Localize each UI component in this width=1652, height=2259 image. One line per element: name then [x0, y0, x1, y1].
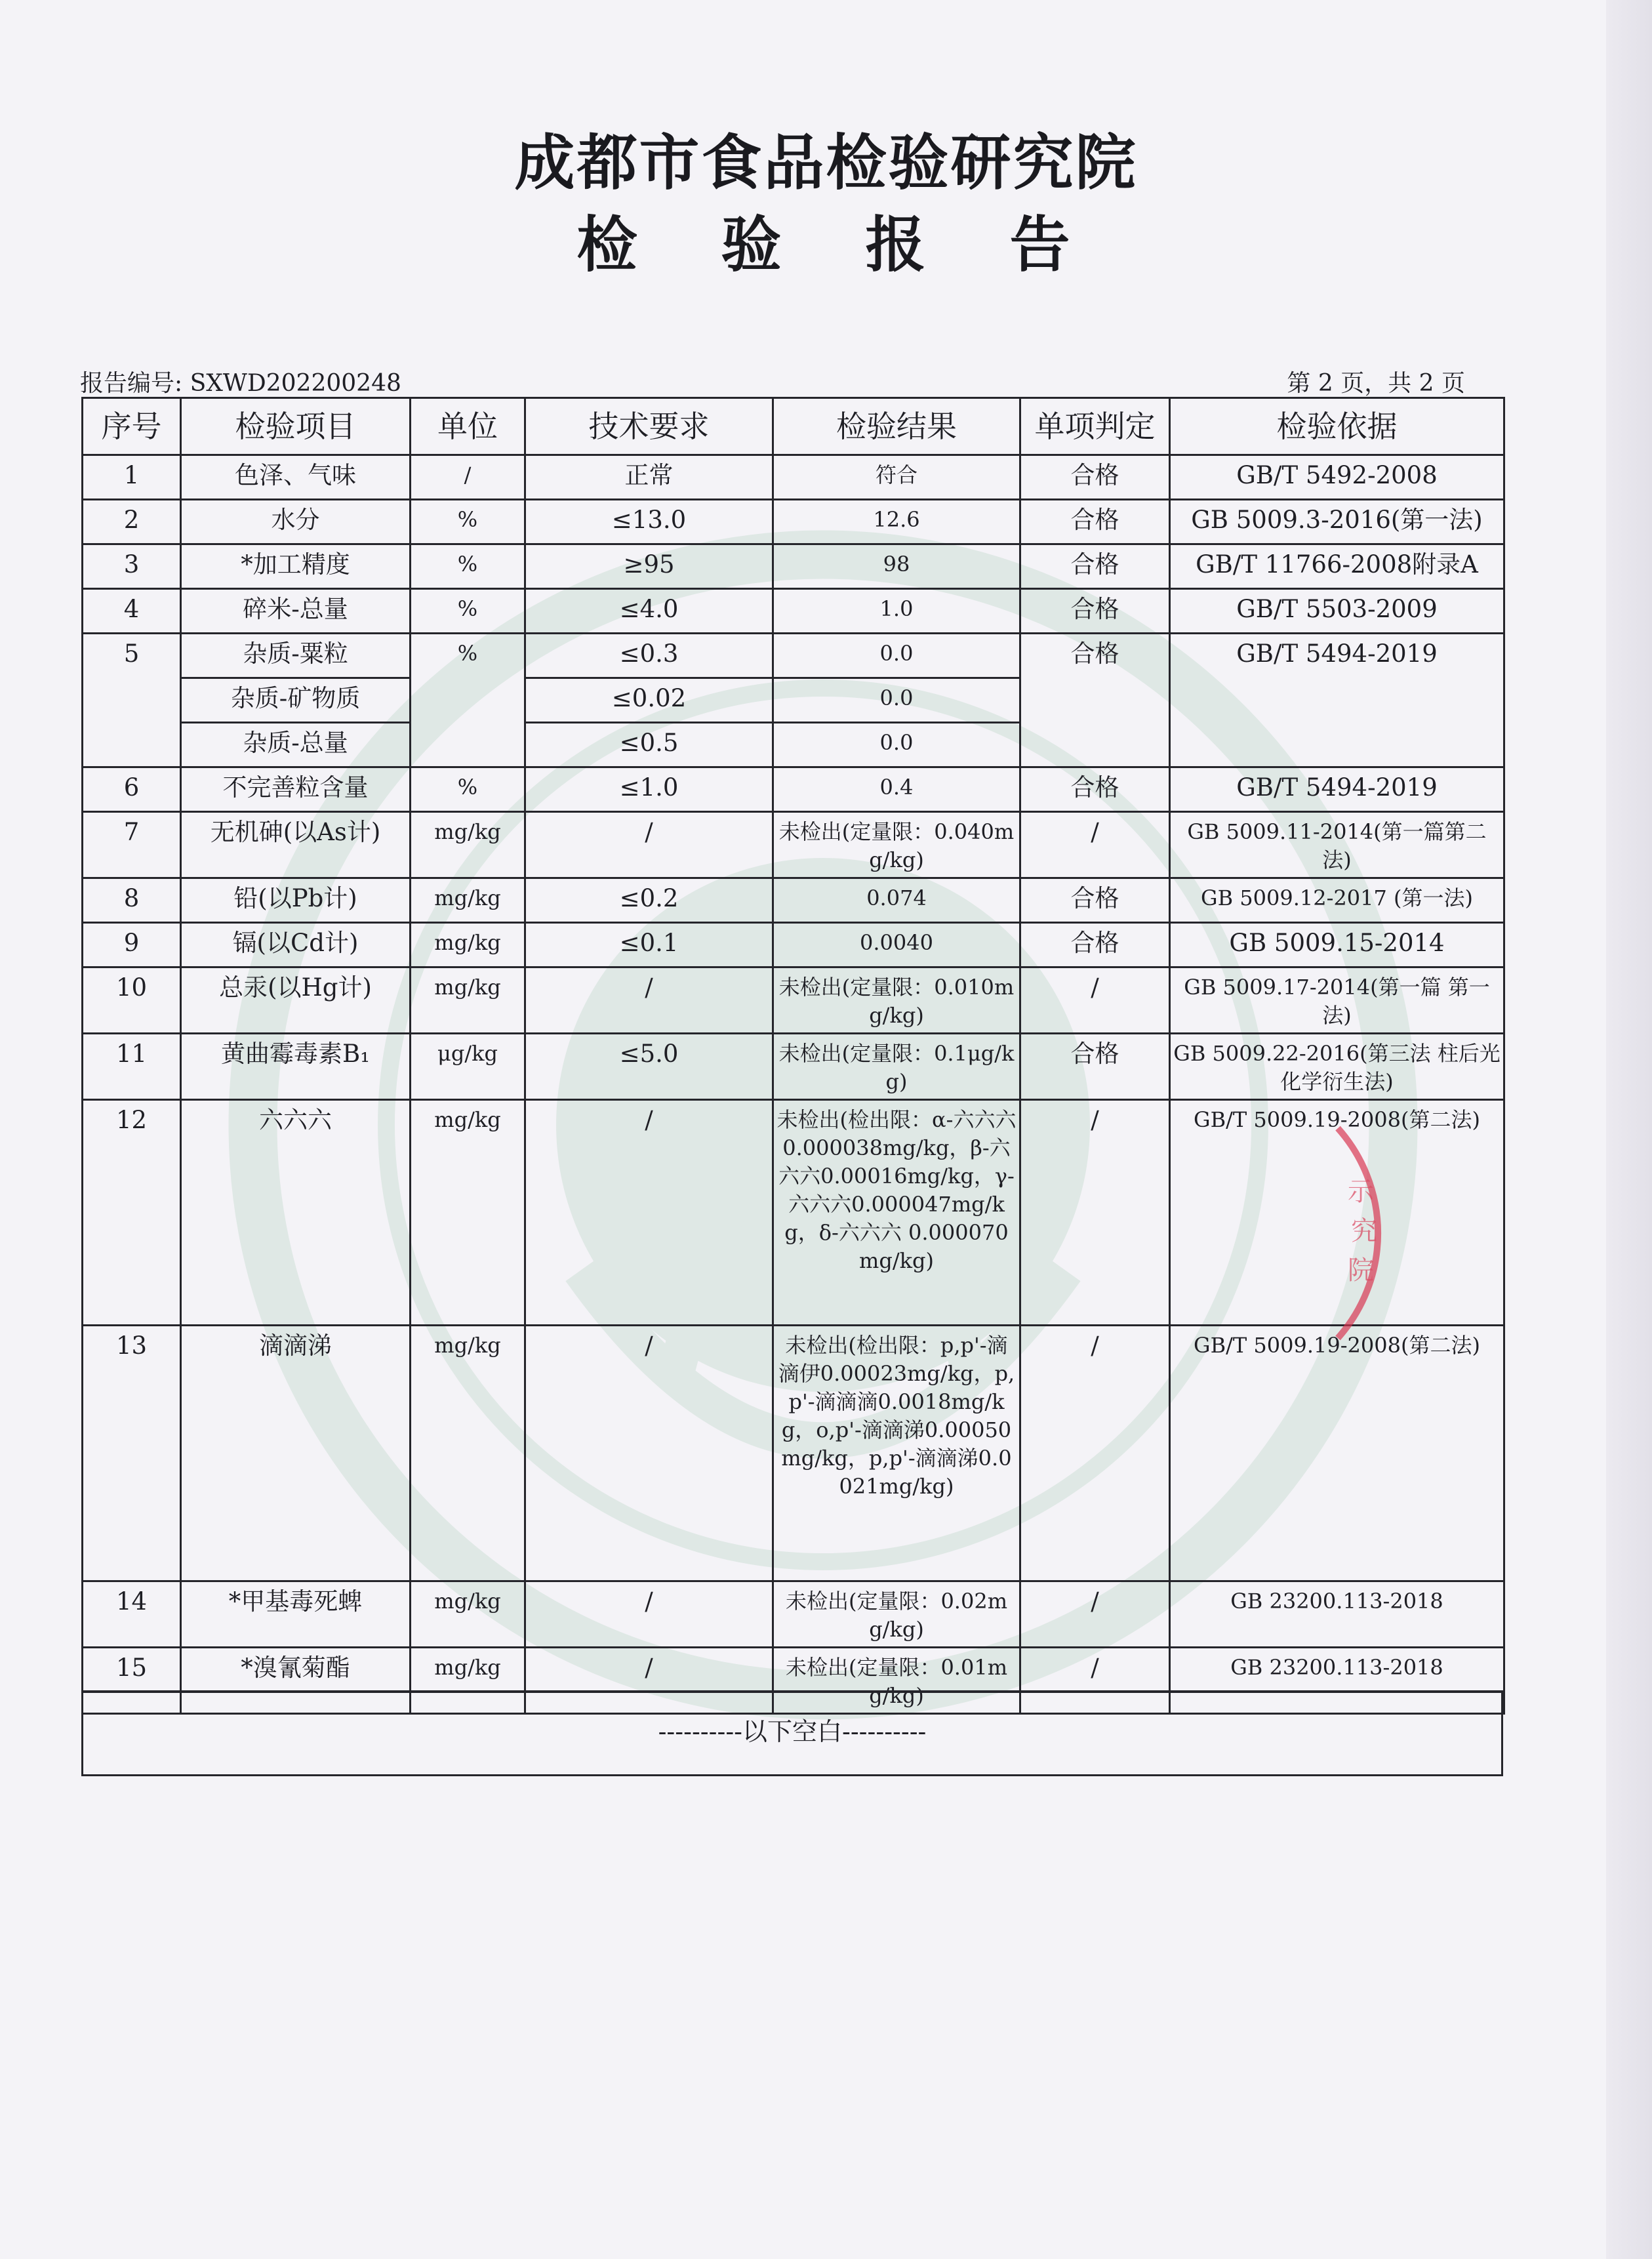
cell-requirement: ≤4.0	[525, 589, 773, 634]
cell-requirement: /	[525, 1648, 773, 1714]
cell-item: 无机砷(以As计)	[181, 812, 411, 878]
cell-basis: GB 5009.12-2017 (第一法)	[1170, 878, 1504, 923]
cell-result: 未检出(定量限：0.1μg/kg)	[773, 1034, 1020, 1100]
institute-title: 成都市食品检验研究院	[514, 128, 1138, 198]
table-row	[83, 1034, 1504, 1100]
cell-no: 3	[83, 544, 181, 589]
cell-unit: %	[411, 767, 525, 812]
cell-requirement: /	[525, 812, 773, 878]
cell-item: *甲基毒死蜱	[181, 1581, 411, 1648]
table-row	[83, 767, 1504, 812]
table-row	[83, 589, 1504, 634]
cell-item: 杂质-总量	[181, 723, 411, 767]
cell-item: 黄曲霉毒素B₁	[181, 1034, 411, 1100]
cell-judgement: /	[1020, 1326, 1170, 1581]
cell-basis: GB/T 11766-2008附录A	[1170, 544, 1504, 589]
cell-no: 2	[83, 500, 181, 544]
cell-judgement: 合格	[1020, 589, 1170, 634]
cell-basis: GB 5009.3-2016(第一法)	[1170, 500, 1504, 544]
cell-no: 6	[83, 767, 181, 812]
cell-result: 98	[773, 544, 1020, 589]
cell-unit: %	[411, 634, 525, 767]
col-header-requirement: 技术要求	[525, 398, 773, 455]
cell-basis: GB 23200.113-2018	[1170, 1581, 1504, 1648]
page-info: 第 2 页，共 2 页	[1287, 370, 1465, 397]
cell-no: 13	[83, 1326, 181, 1581]
cell-requirement: /	[525, 1326, 773, 1581]
cell-unit: mg/kg	[411, 1648, 525, 1714]
cell-basis: GB/T 5494-2019	[1170, 634, 1504, 767]
cell-requirement: ≤13.0	[525, 500, 773, 544]
cell-item: 水分	[181, 500, 411, 544]
cell-item: 铅(以Pb计)	[181, 878, 411, 923]
cell-result: 0.0	[773, 634, 1020, 678]
cell-result: 0.0	[773, 678, 1020, 723]
report-number	[80, 365, 401, 398]
table-header-row	[83, 398, 1504, 455]
table-row	[83, 1326, 1504, 1581]
blank-remainder-box	[81, 1690, 1503, 1776]
cell-basis: GB/T 5503-2009	[1170, 589, 1504, 634]
cell-unit: mg/kg	[411, 967, 525, 1034]
cell-requirement: ≤5.0	[525, 1034, 773, 1100]
cell-no: 7	[83, 812, 181, 878]
cell-basis: GB 23200.113-2018	[1170, 1648, 1504, 1714]
cell-judgement: 合格	[1020, 923, 1170, 967]
cell-basis: GB/T 5009.19-2008(第二法)	[1170, 1326, 1504, 1581]
cell-result: 未检出(检出限：p,p'-滴滴伊0.00023mg/kg，p,p'-滴滴滴0.0018mg/kg，o,p'-滴滴涕0.00050mg/kg，p,p'-滴滴涕0.0021mg/kg)	[773, 1326, 1020, 1581]
col-header-result: 检验结果	[773, 398, 1020, 455]
cell-result: 0.0	[773, 723, 1020, 767]
cell-judgement: 合格	[1020, 634, 1170, 767]
cell-requirement: /	[525, 1581, 773, 1648]
cell-item: 滴滴涕	[181, 1326, 411, 1581]
cell-judgement: 合格	[1020, 1034, 1170, 1100]
cell-item: *加工精度	[181, 544, 411, 589]
cell-unit: mg/kg	[411, 812, 525, 878]
cell-result: 1.0	[773, 589, 1020, 634]
cell-no: 9	[83, 923, 181, 967]
cell-requirement: ≤0.1	[525, 923, 773, 967]
cell-requirement: 正常	[525, 455, 773, 500]
cell-unit: %	[411, 500, 525, 544]
cell-basis: GB 5009.15-2014	[1170, 923, 1504, 967]
cell-item: 杂质-矿物质	[181, 678, 411, 723]
cell-requirement: /	[525, 1100, 773, 1326]
cell-unit: %	[411, 589, 525, 634]
cell-item: 六六六	[181, 1100, 411, 1326]
cell-item: 镉(以Cd计)	[181, 923, 411, 967]
cell-judgement: 合格	[1020, 455, 1170, 500]
table-row	[83, 812, 1504, 878]
cell-requirement: ≤0.3	[525, 634, 773, 678]
cell-unit: mg/kg	[411, 1581, 525, 1648]
table-row	[83, 544, 1504, 589]
cell-basis: GB/T 5494-2019	[1170, 767, 1504, 812]
col-header-unit: 单位	[411, 398, 525, 455]
blank-remainder-text: ----------以下空白----------	[658, 1717, 927, 1746]
cell-no: 1	[83, 455, 181, 500]
cell-basis: GB 5009.22-2016(第三法 柱后光化学衍生法)	[1170, 1034, 1504, 1100]
table-row	[83, 455, 1504, 500]
cell-result: 未检出(定量限：0.040mg/kg)	[773, 812, 1020, 878]
cell-no: 10	[83, 967, 181, 1034]
cell-basis: GB 5009.17-2014(第一篇 第一法)	[1170, 967, 1504, 1034]
cell-result: 符合	[773, 455, 1020, 500]
cell-unit: μg/kg	[411, 1034, 525, 1100]
cell-judgement: /	[1020, 812, 1170, 878]
cell-result: 12.6	[773, 500, 1020, 544]
cell-no: 12	[83, 1100, 181, 1326]
cell-unit: mg/kg	[411, 923, 525, 967]
cell-requirement: ≤0.2	[525, 878, 773, 923]
report-number-value: SXWD202200248	[190, 370, 401, 397]
cell-requirement: ≤0.5	[525, 723, 773, 767]
table-row	[83, 923, 1504, 967]
report-number-label: 报告编号:	[80, 370, 183, 397]
cell-no: 8	[83, 878, 181, 923]
table-row	[83, 1581, 1504, 1648]
cell-judgement: 合格	[1020, 544, 1170, 589]
col-header-judgement: 单项判定	[1020, 398, 1170, 455]
svg-text:院: 院	[1348, 1255, 1374, 1286]
cell-result: 未检出(定量限：0.01mg/kg)	[773, 1648, 1020, 1714]
cell-result: 未检出(检出限：α-六六六0.000038mg/kg，β-六六六0.00016mg/kg，γ-六六六0.000047mg/kg，δ-六六六 0.000070mg/kg)	[773, 1100, 1020, 1326]
svg-text:示: 示	[1348, 1177, 1374, 1207]
table-row	[83, 500, 1504, 544]
cell-result: 未检出(定量限：0.010mg/kg)	[773, 967, 1020, 1034]
cell-judgement: 合格	[1020, 878, 1170, 923]
cell-unit: %	[411, 544, 525, 589]
cell-item: *溴氰菊酯	[181, 1648, 411, 1714]
cell-no: 14	[83, 1581, 181, 1648]
col-header-no: 序号	[83, 398, 181, 455]
cell-unit: mg/kg	[411, 1100, 525, 1326]
cell-requirement: ≤1.0	[525, 767, 773, 812]
cell-requirement: ≥95	[525, 544, 773, 589]
cell-judgement: 合格	[1020, 500, 1170, 544]
cell-item: 色泽、气味	[181, 455, 411, 500]
cell-unit: mg/kg	[411, 878, 525, 923]
cell-result: 0.0040	[773, 923, 1020, 967]
official-seal-stamp	[1312, 1115, 1508, 1351]
cell-result: 0.4	[773, 767, 1020, 812]
table-row	[83, 1100, 1504, 1326]
cell-item: 碎米-总量	[181, 589, 411, 634]
table-row	[83, 967, 1504, 1034]
table-row	[83, 634, 1504, 678]
cell-item: 杂质-粟粒	[181, 634, 411, 678]
cell-item: 总汞(以Hg计)	[181, 967, 411, 1034]
table-row	[83, 878, 1504, 923]
col-header-basis: 检验依据	[1170, 398, 1504, 455]
cell-result: 0.074	[773, 878, 1020, 923]
cell-unit: mg/kg	[411, 1326, 525, 1581]
cell-no: 15	[83, 1648, 181, 1714]
cell-judgement: /	[1020, 967, 1170, 1034]
cell-no: 5	[83, 634, 181, 767]
cell-basis: GB 5009.11-2014(第一篇第二法)	[1170, 812, 1504, 878]
cell-judgement: /	[1020, 1100, 1170, 1326]
cell-no: 11	[83, 1034, 181, 1100]
cell-no: 4	[83, 589, 181, 634]
report-title: 检 验 报 告	[576, 210, 1102, 280]
page-edge	[1606, 0, 1652, 2259]
cell-judgement: 合格	[1020, 767, 1170, 812]
cell-requirement: /	[525, 967, 773, 1034]
col-header-item: 检验项目	[181, 398, 411, 455]
cell-unit: /	[411, 455, 525, 500]
cell-item: 不完善粒含量	[181, 767, 411, 812]
cell-judgement: /	[1020, 1581, 1170, 1648]
cell-result: 未检出(定量限：0.02mg/kg)	[773, 1581, 1020, 1648]
svg-text:究: 究	[1351, 1216, 1377, 1246]
inspection-table	[81, 397, 1505, 1715]
cell-requirement: ≤0.02	[525, 678, 773, 723]
cell-judgement: /	[1020, 1648, 1170, 1714]
cell-basis: GB/T 5492-2008	[1170, 455, 1504, 500]
cell-basis: GB/T 5009.19-2008(第二法)	[1170, 1100, 1504, 1326]
